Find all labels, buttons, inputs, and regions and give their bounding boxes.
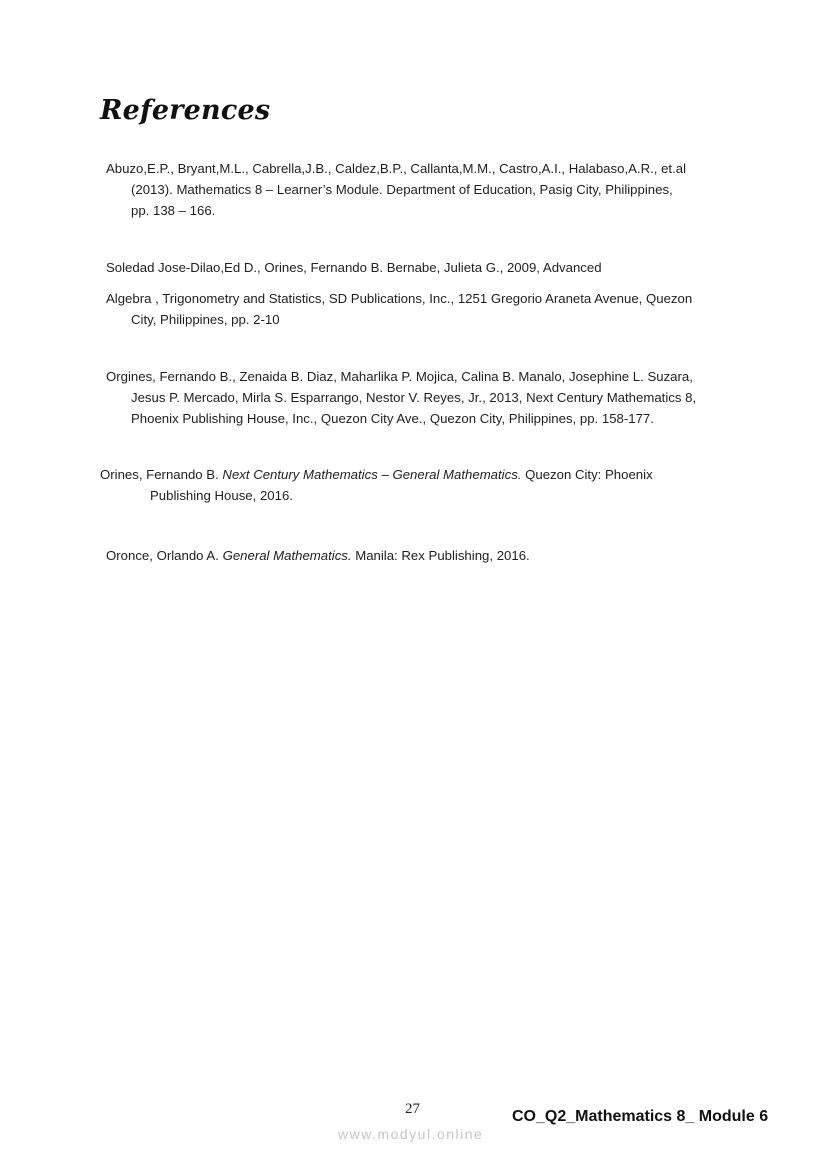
reference-author: Oronce, Orlando A. <box>106 548 223 563</box>
reference-line: Soledad Jose-Dilao,Ed D., Orines, Fernando B. Bernabe, Julieta G., 2009, Advanced <box>106 260 602 275</box>
module-label: CO_Q2_Mathematics 8_ Module 6 <box>512 1108 769 1125</box>
reference-line: Phoenix Publishing House, Inc., Quezon City Ave., Quezon City, Philippines, pp. 158-177. <box>131 411 654 426</box>
reference-line: Jesus P. Mercado, Mirla S. Esparrango, Nestor V. Reyes, Jr., 2013, Next Century Mathematics 8, <box>131 390 697 405</box>
reference-author: Orines, Fernando B. <box>100 467 223 482</box>
reference-entry <box>106 257 602 278</box>
reference-line: Orgines, Fernando B., Zenaida B. Diaz, Maharlika P. Mojica, Calina B. Manalo, Josephine L. Suzara, <box>106 369 693 384</box>
reference-line: Algebra , Trigonometry and Statistics, SD Publications, Inc., 1251 Gregorio Araneta Avenue, Quezon <box>106 291 693 306</box>
watermark: www.modyul.online <box>338 1126 484 1142</box>
reference-line <box>100 464 653 485</box>
page-number: 27 <box>405 1101 420 1117</box>
reference-title: General Mathematics. <box>222 548 352 563</box>
reference-entry <box>106 288 692 330</box>
reference-entry <box>106 158 686 221</box>
reference-line <box>106 545 530 566</box>
reference-line: Publishing House, 2016. <box>150 488 293 503</box>
reference-line: pp. 138 – 166. <box>131 203 216 218</box>
reference-entry <box>100 464 653 506</box>
reference-entry <box>106 366 696 429</box>
reference-entry <box>106 545 530 566</box>
reference-line: City, Philippines, pp. 2-10 <box>131 312 280 327</box>
reference-publisher: Quezon City: Phoenix <box>521 467 653 482</box>
reference-title: Next Century Mathematics – General Mathematics. <box>222 467 522 482</box>
reference-line: Abuzo,E.P., Bryant,M.L., Cabrella,J.B., Caldez,B.P., Callanta,M.M., Castro,A.I., Halabaso,A.R., et.al <box>106 161 687 176</box>
reference-publisher: Manila: Rex Publishing, 2016. <box>351 548 530 563</box>
reference-line: (2013). Mathematics 8 – Learner’s Module. Department of Education, Pasig City, Philippines, <box>131 182 673 197</box>
page-title: References <box>100 95 271 126</box>
